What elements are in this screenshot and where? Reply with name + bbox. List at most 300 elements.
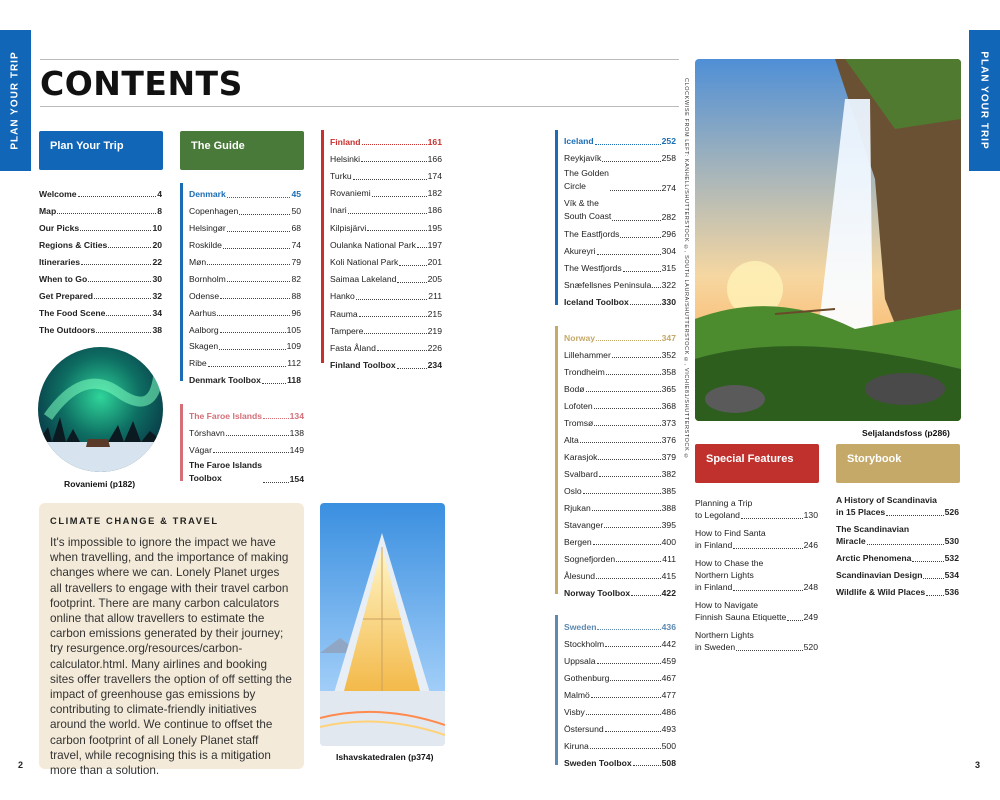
toc-entry-name: Sweden Toolbox xyxy=(564,757,632,768)
toc-entry[interactable] xyxy=(189,438,304,455)
toc-entry-page: 186 xyxy=(427,205,442,216)
dot-leader xyxy=(612,357,661,358)
toc-entry-name: Helsingør xyxy=(189,223,226,234)
toc-entry[interactable] xyxy=(836,506,959,518)
toc-entry[interactable] xyxy=(564,428,676,445)
dot-leader xyxy=(108,247,151,248)
toc-entry-name: Finland xyxy=(330,136,361,147)
toc-entry[interactable] xyxy=(330,285,442,302)
toc-entry[interactable] xyxy=(564,360,676,377)
toc-entry[interactable] xyxy=(564,343,676,360)
dot-leader xyxy=(593,544,661,545)
title-rule-bottom xyxy=(40,106,679,107)
dot-leader xyxy=(733,548,802,549)
toc-entry[interactable] xyxy=(564,700,676,717)
dot-leader xyxy=(741,518,803,519)
toc-entry-name: Snæfellsnes Peninsula xyxy=(564,280,652,291)
dot-leader xyxy=(586,714,661,715)
toc-entry-page: 8 xyxy=(157,205,162,216)
toc-entry-page: 30 xyxy=(152,273,162,284)
toc-entry-name: Oulanka National Park xyxy=(330,239,416,250)
toc-entry[interactable] xyxy=(564,274,676,291)
toc-entry[interactable] xyxy=(330,336,442,353)
toc-entry-name: Vík & the South Coast xyxy=(564,197,612,221)
toc-entry[interactable] xyxy=(564,164,676,194)
toc-entry-page: 373 xyxy=(661,417,676,428)
toc-entry-page: 211 xyxy=(428,291,442,302)
toc-entry-name: in Finland xyxy=(695,581,733,592)
storybook-entry[interactable] xyxy=(836,586,959,598)
dot-leader xyxy=(226,435,289,436)
dot-leader xyxy=(631,595,660,596)
dot-leader xyxy=(597,663,661,664)
toc-entry[interactable] xyxy=(189,284,301,301)
toc-entry-page: 195 xyxy=(427,222,442,233)
title-rule-top xyxy=(40,59,679,60)
toc-entry-name: Get Prepared xyxy=(39,290,93,301)
toc-entry[interactable] xyxy=(330,250,442,267)
storybook-title-line: A History of Scandinavia xyxy=(836,495,937,505)
faroe-section xyxy=(180,404,304,485)
toc-entry[interactable] xyxy=(189,335,301,352)
toc-entry[interactable] xyxy=(564,666,676,683)
toc-entry-name: Lillehammer xyxy=(564,349,611,360)
feature-entry[interactable] xyxy=(695,557,818,593)
dot-leader xyxy=(81,264,151,265)
toc-entry-page: 34 xyxy=(152,307,162,318)
feature-title-line: How to Navigate xyxy=(695,600,759,610)
dot-leader xyxy=(594,408,661,409)
toc-entry[interactable] xyxy=(330,199,442,216)
toc-entry-page: 422 xyxy=(661,587,676,598)
toc-entry-name: Visby xyxy=(564,706,585,717)
feature-title-line: How to Find Santa xyxy=(695,528,766,538)
toc-entry-name: to Legoland xyxy=(695,509,740,520)
toc-entry-name: Rjukan xyxy=(564,502,591,513)
dot-leader xyxy=(923,578,943,579)
toc-entry[interactable] xyxy=(39,318,162,335)
toc-entry-page: 138 xyxy=(289,427,304,438)
toc-entry-name: Alta xyxy=(564,434,579,445)
toc-entry-page: 520 xyxy=(803,641,818,652)
toc-entry-name: Bergen xyxy=(564,536,592,547)
toc-entry-page: 205 xyxy=(427,274,442,285)
toc-entry[interactable] xyxy=(564,240,676,257)
toc-entry-name: Stavanger xyxy=(564,519,604,530)
dot-leader xyxy=(227,197,291,198)
the-guide-header: The Guide xyxy=(180,131,304,170)
section-heading[interactable] xyxy=(564,130,676,147)
toc-entry[interactable] xyxy=(564,734,676,751)
toc-entry-name: Kilpisjärvi xyxy=(330,222,367,233)
toc-entry-name: in Finland xyxy=(695,539,733,550)
toc-entry-name: Iceland Toolbox xyxy=(564,296,629,307)
dot-leader xyxy=(359,316,427,317)
toc-entry-name: Norway xyxy=(564,332,596,343)
toc-entry-name: Uppsala xyxy=(564,655,596,666)
dot-leader xyxy=(592,510,661,511)
toc-entry[interactable] xyxy=(695,641,818,653)
toc-entry-page: 274 xyxy=(661,182,676,193)
finland-bar xyxy=(321,130,324,363)
toc-entry-page: 282 xyxy=(661,212,676,223)
dot-leader xyxy=(886,515,943,516)
toc-entry-page: 246 xyxy=(803,539,818,550)
toc-entry-page: 376 xyxy=(661,434,676,445)
toc-entry-name: Welcome xyxy=(39,188,77,199)
toc-entry-page: 385 xyxy=(661,485,676,496)
toc-entry-name: Svalbard xyxy=(564,468,598,479)
storybook-entry[interactable] xyxy=(836,494,959,518)
toc-entry-page: 330 xyxy=(661,296,676,307)
toc-entry-page: 226 xyxy=(427,342,442,353)
dot-leader xyxy=(787,620,802,621)
toc-entry-name: Copenhagen xyxy=(189,206,239,217)
toc-entry[interactable] xyxy=(695,611,818,623)
toc-entry-page: 530 xyxy=(944,535,959,546)
toc-entry[interactable] xyxy=(564,147,676,164)
toc-entry[interactable] xyxy=(330,182,442,199)
toc-entry[interactable] xyxy=(189,421,304,438)
iceland-section xyxy=(555,130,676,305)
toc-entry-page: 534 xyxy=(944,569,959,580)
feature-entry[interactable] xyxy=(695,599,818,623)
dot-leader xyxy=(88,281,151,282)
dot-leader xyxy=(605,646,661,647)
toc-entry-name: Skagen xyxy=(189,341,219,352)
toc-entry[interactable] xyxy=(564,530,676,547)
toc-entry-page: 467 xyxy=(661,672,676,683)
toc-entry-page: 526 xyxy=(944,506,959,517)
toc-entry-page: 166 xyxy=(427,153,442,164)
denmark-bar xyxy=(180,183,183,381)
dot-leader xyxy=(94,298,151,299)
plan-your-trip-header: Plan Your Trip xyxy=(39,131,163,170)
toc-entry-page: 38 xyxy=(152,324,162,335)
toc-entry-page: 368 xyxy=(661,400,676,411)
plan-your-trip-list xyxy=(39,182,162,335)
toc-entry-page: 82 xyxy=(291,273,301,284)
dot-leader xyxy=(208,366,287,367)
toc-entry-page: 68 xyxy=(291,223,301,234)
toc-entry-page: 149 xyxy=(289,444,304,455)
toc-entry-page: 20 xyxy=(152,239,162,250)
toc-entry[interactable] xyxy=(564,445,676,462)
toc-entry[interactable] xyxy=(695,581,818,593)
toc-entry-name: The Food Scene xyxy=(39,307,106,318)
dot-leader xyxy=(417,247,427,248)
dot-leader xyxy=(348,213,427,214)
toc-entry-name: Gothenburg xyxy=(564,672,610,683)
page-number-right: 3 xyxy=(975,760,981,770)
section-heading[interactable] xyxy=(564,326,676,343)
storybook-list xyxy=(836,494,959,603)
toc-entry-name: Wildlife & Wild Places xyxy=(836,586,926,597)
toc-entry[interactable] xyxy=(189,251,301,268)
toc-entry-page: 532 xyxy=(944,552,959,563)
toc-entry[interactable] xyxy=(39,216,162,233)
toc-entry-page: 88 xyxy=(291,290,301,301)
toc-entry[interactable] xyxy=(330,147,442,164)
toc-entry-page: 79 xyxy=(291,257,301,267)
toc-entry-name: Lofoten xyxy=(564,400,593,411)
dot-leader xyxy=(598,459,660,460)
toc-entry[interactable] xyxy=(564,564,676,581)
toc-entry[interactable] xyxy=(330,319,442,336)
toc-entry-name: Karasjok xyxy=(564,451,598,462)
page-title: CONTENTS xyxy=(40,64,243,103)
toc-entry[interactable] xyxy=(564,411,676,428)
feature-title-line: Planning a Trip xyxy=(695,498,753,508)
dot-leader xyxy=(610,680,660,681)
toc-entry-page: 493 xyxy=(661,723,676,734)
toc-entry[interactable] xyxy=(330,233,442,250)
toc-entry-name: Oslo xyxy=(564,485,582,496)
special-features-list xyxy=(695,497,818,659)
toc-entry-name: Ribe xyxy=(189,358,207,369)
dot-leader xyxy=(220,332,286,333)
toolbox-entry[interactable] xyxy=(189,369,301,386)
dot-leader xyxy=(399,265,426,266)
toc-entry[interactable] xyxy=(189,234,301,251)
toc-entry[interactable] xyxy=(695,539,818,551)
dot-leader xyxy=(227,281,291,282)
toc-entry-name: Denmark xyxy=(189,189,226,200)
toc-entry-name: Tórshavn xyxy=(189,427,225,438)
toc-entry-name: Denmark Toolbox xyxy=(189,375,261,386)
photo-credit: CLOCKWISE FROM LEFT: KANHELL/SHUTTERSTOCK ©, SOUTH LAURA/SHUTTERSTOCK ©, VICHIE81/SHUTTERSTOCK © xyxy=(683,78,689,461)
iceland-bar xyxy=(555,130,558,305)
toc-entry[interactable] xyxy=(836,535,959,547)
toc-entry[interactable] xyxy=(564,683,676,700)
toc-entry-name: The Golden Circle xyxy=(564,168,609,192)
dot-leader xyxy=(867,544,944,545)
toc-entry-name: The Eastfjords xyxy=(564,229,620,240)
toolbox-entry[interactable] xyxy=(189,455,304,485)
toc-entry-page: 45 xyxy=(291,189,301,200)
toc-entry-page: 22 xyxy=(152,256,162,267)
toc-entry-name: Aalborg xyxy=(189,324,219,335)
toc-entry[interactable] xyxy=(564,462,676,479)
toc-entry[interactable] xyxy=(189,318,301,335)
toc-entry[interactable] xyxy=(564,193,676,223)
toc-entry-name: Ålesund xyxy=(564,570,596,581)
toc-entry-name: Norway Toolbox xyxy=(564,587,631,598)
toc-entry-page: 201 xyxy=(427,257,442,268)
toc-entry-page: 536 xyxy=(944,586,959,597)
toc-entry[interactable] xyxy=(564,394,676,411)
seljalandsfoss-caption: Seljalandsfoss (p286) xyxy=(862,428,950,438)
toc-entry[interactable] xyxy=(330,216,442,233)
toc-entry-name: Regions & Cities xyxy=(39,239,108,250)
dot-leader xyxy=(78,196,157,197)
dot-leader xyxy=(220,298,290,299)
dot-leader xyxy=(353,179,427,180)
storybook-entry[interactable] xyxy=(836,552,959,564)
toc-entry[interactable] xyxy=(564,496,676,513)
toc-entry-name: in Sweden xyxy=(695,641,736,652)
climate-change-box xyxy=(39,503,304,778)
toc-entry-page: 382 xyxy=(661,468,676,479)
toc-entry[interactable] xyxy=(836,552,959,564)
feature-entry[interactable] xyxy=(695,497,818,521)
toc-entry[interactable] xyxy=(189,301,301,318)
dot-leader xyxy=(377,350,427,351)
toc-entry[interactable] xyxy=(564,547,676,564)
side-tab-right xyxy=(969,30,1000,171)
toc-entry-page: 96 xyxy=(291,307,301,318)
toc-entry-page: 174 xyxy=(427,171,442,182)
toc-entry-name: Odense xyxy=(189,290,220,301)
dot-leader xyxy=(580,442,661,443)
toc-entry[interactable] xyxy=(564,257,676,274)
toc-entry-name: Arctic Phenomena xyxy=(836,552,912,563)
dot-leader xyxy=(372,196,427,197)
climate-body: It's impossible to ignore the impact we have when travelling, and the importance of making changes where we can. Lonely Planet urges all travellers to engage with their travel carbon footprint. There are many carbon calculators online that allow travellers to estimate the carbon emissions generated by their journey; try resurgence.org/resources/carbon-calculator.html. Many airlines and booking sites offer travellers the option of off setting the impact of greenhouse gas emissions by contributing to climate-friendly initiatives around the world. We continue to offset the carbon footprint of all Lonely Planet staff travel, while recognising this is a mitigation more than a solution. xyxy=(50,536,292,778)
toc-entry-name: Akureyri xyxy=(564,246,596,257)
toc-entry-name: Rovaniemi xyxy=(330,188,371,199)
toc-entry-page: 304 xyxy=(661,246,676,257)
dot-leader xyxy=(597,254,661,255)
toc-entry[interactable] xyxy=(39,301,162,318)
toc-entry-page: 197 xyxy=(427,239,442,250)
dot-leader xyxy=(586,391,661,392)
dot-leader xyxy=(213,452,289,453)
toc-entry[interactable] xyxy=(564,513,676,530)
dot-leader xyxy=(733,590,802,591)
dot-leader xyxy=(57,213,156,214)
dot-leader xyxy=(106,315,151,316)
toc-entry-page: 130 xyxy=(803,509,818,520)
toc-entry-name: The Faroe Islands xyxy=(189,410,263,421)
dot-leader xyxy=(362,144,427,145)
dot-leader xyxy=(263,418,289,419)
toc-entry-name: Scandinavian Design xyxy=(836,569,923,580)
storybook-entry[interactable] xyxy=(836,569,959,581)
toc-entry-name: Itineraries xyxy=(39,256,81,267)
section-heading[interactable] xyxy=(189,404,304,421)
toolbox-entry[interactable] xyxy=(564,290,676,307)
dot-leader xyxy=(397,282,426,283)
toc-entry-name: Iceland xyxy=(564,136,594,147)
dot-leader xyxy=(612,220,660,221)
toc-entry[interactable] xyxy=(189,267,301,284)
toc-entry-name: Hanko xyxy=(330,291,355,302)
toc-entry-name: Turku xyxy=(330,171,352,182)
toc-entry-page: 258 xyxy=(661,153,676,164)
toolbox-entry[interactable] xyxy=(330,353,442,370)
toc-entry-name: Rauma xyxy=(330,308,358,319)
toc-entry-name: Stockholm xyxy=(564,638,605,649)
dot-leader xyxy=(623,271,661,272)
toc-entry[interactable] xyxy=(836,586,959,598)
toc-entry[interactable] xyxy=(330,268,442,285)
toc-entry[interactable] xyxy=(564,717,676,734)
toc-entry[interactable] xyxy=(39,267,162,284)
toc-entry-name: Møn xyxy=(189,257,207,267)
side-tab-right-label: PLAN YOUR TRIP xyxy=(979,51,990,150)
dot-leader xyxy=(596,578,661,579)
dot-leader xyxy=(736,650,803,651)
dot-leader xyxy=(397,368,427,369)
toolbox-entry[interactable] xyxy=(564,581,676,598)
toc-entry[interactable] xyxy=(564,377,676,394)
section-heading[interactable] xyxy=(564,615,676,632)
toc-entry-name: When to Go xyxy=(39,273,88,284)
finland-section xyxy=(321,130,442,371)
toc-entry[interactable] xyxy=(39,233,162,250)
toc-entry-page: 322 xyxy=(661,280,676,291)
toc-entry-page: 182 xyxy=(427,188,442,199)
toc-entry-name: Fasta Åland xyxy=(330,342,376,353)
toc-entry[interactable] xyxy=(189,217,301,234)
rovaniemi-caption: Rovaniemi (p182) xyxy=(64,479,136,489)
dot-leader xyxy=(912,561,943,562)
toc-entry[interactable] xyxy=(564,479,676,496)
dot-leader xyxy=(583,493,661,494)
dot-leader xyxy=(597,629,660,630)
toc-entry-name: Map xyxy=(39,205,57,216)
dot-leader xyxy=(80,230,151,231)
feature-entry[interactable] xyxy=(695,629,818,653)
toc-entry-page: 248 xyxy=(803,581,818,592)
ishavskatedralen-caption: Ishavskatedralen (p374) xyxy=(336,752,434,762)
toc-entry[interactable] xyxy=(564,223,676,240)
dot-leader xyxy=(606,374,661,375)
toc-entry[interactable] xyxy=(39,199,162,216)
section-heading[interactable] xyxy=(189,183,301,200)
toc-entry[interactable] xyxy=(564,632,676,649)
toc-entry-name: Sweden xyxy=(564,621,597,632)
toc-entry[interactable] xyxy=(330,302,442,319)
toc-entry-page: 74 xyxy=(291,240,301,251)
toolbox-entry[interactable] xyxy=(564,751,676,768)
sweden-section xyxy=(555,615,676,768)
toc-entry[interactable] xyxy=(39,284,162,301)
dot-leader xyxy=(610,190,661,191)
toc-entry-page: 477 xyxy=(661,689,676,700)
feature-title-line: How to Chase the xyxy=(695,558,764,568)
sweden-bar xyxy=(555,615,558,765)
toc-entry-name: Östersund xyxy=(564,723,604,734)
toc-entry-name: Bodø xyxy=(564,383,585,394)
storybook-entry[interactable] xyxy=(836,523,959,547)
toc-entry-name: Aarhus xyxy=(189,307,217,318)
toc-entry-name: The Outdoors xyxy=(39,324,96,335)
toc-entry[interactable] xyxy=(189,352,301,369)
dot-leader xyxy=(616,561,661,562)
norway-section xyxy=(555,326,676,598)
toc-entry-page: 400 xyxy=(661,536,676,547)
toc-entry-name: Trondheim xyxy=(564,366,605,377)
toc-entry[interactable] xyxy=(189,200,301,217)
toc-entry[interactable] xyxy=(39,182,162,199)
toc-entry[interactable] xyxy=(39,250,162,267)
feature-entry[interactable] xyxy=(695,527,818,551)
toc-entry-page: 436 xyxy=(661,621,676,632)
toc-entry[interactable] xyxy=(330,164,442,181)
toc-entry[interactable] xyxy=(836,569,959,581)
seljalandsfoss-photo xyxy=(695,59,961,421)
toc-entry-page: 442 xyxy=(661,638,676,649)
toc-entry[interactable] xyxy=(695,509,818,521)
toc-entry[interactable] xyxy=(564,649,676,666)
dot-leader xyxy=(263,482,289,483)
toc-entry-name: Miracle xyxy=(836,535,866,546)
toc-entry-page: 395 xyxy=(661,519,676,530)
toc-entry-page: 105 xyxy=(286,324,301,335)
section-heading[interactable] xyxy=(330,130,442,147)
